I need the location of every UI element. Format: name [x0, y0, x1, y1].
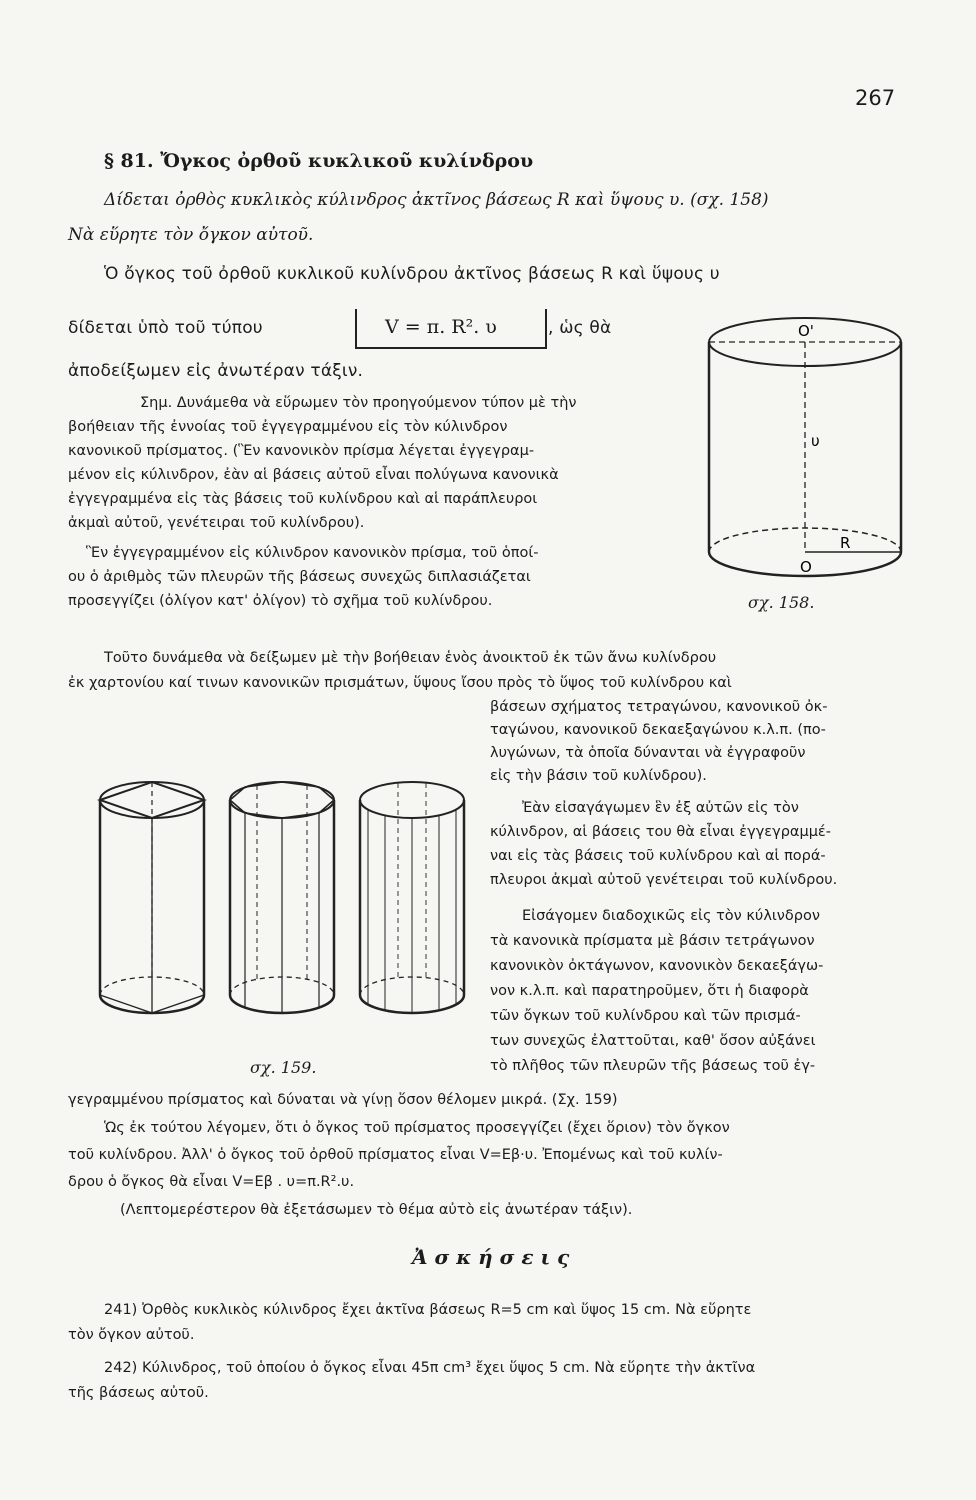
- label-r: R: [840, 534, 851, 552]
- note-line: ἐγγεγραμμένα εἰς τὰς βάσεις τοῦ κυλίνδρου καὶ αἱ παράπλευροι: [68, 491, 538, 507]
- right-col-line: κανονικὸν ὀκτάγωνον, κανονικὸν δεκαεξάγω-: [490, 958, 824, 974]
- right-col-line: ταγώνου, κανονικοῦ δεκαεξαγώνου κ.λ.π. (πο-: [490, 722, 826, 738]
- statement-line-2-post: , ὡς θὰ: [548, 318, 612, 338]
- right-col-line: πλευροι ἀκμαὶ αὐτοῦ γενέτειραι τοῦ κυλίνδρου.: [490, 872, 838, 888]
- exercise-242-cont: τῆς βάσεως αὐτοῦ.: [68, 1385, 209, 1401]
- label-height-u: υ: [811, 432, 820, 450]
- problem-line-2: Νὰ εὕρητε τὸν ὄγκον αὐτοῦ.: [68, 225, 314, 245]
- note-line: Ἓν ἐγγεγραμμένον εἰς κύλινδρον κανονικὸν πρίσμα, τοῦ ὁποί-: [86, 545, 539, 561]
- right-col-line: Ἐὰν εἰσαγάγωμεν ἓν ἐξ αὐτῶν εἰς τὸν: [522, 800, 799, 816]
- figure-159-caption: σχ. 159.: [250, 1058, 317, 1077]
- note-line: προσεγγίζει (ὀλίγον κατ' ὀλίγον) τὸ σχῆμα τοῦ κυλίνδρου.: [68, 593, 493, 609]
- right-col-line: τὰ κανονικὰ πρίσματα μὲ βάσιν τετράγωνον: [490, 933, 815, 949]
- note-line: βοήθειαν τῆς ἐννοίας τοῦ ἐγγεγραμμένου εἰς τὸν κύλινδρον: [68, 419, 508, 435]
- note-line: κανονικοῦ πρίσματος. (Ἓν κανονικὸν πρίσμα λέγεται ἐγγεγραμ-: [68, 443, 535, 459]
- right-col-line: λυγώνων, τὰ ὁποῖα δύνανται νὰ ἐγγραφοῦν: [490, 745, 806, 761]
- statement-line-1: Ὁ ὄγκος τοῦ ὀρθοῦ κυκλικοῦ κυλίνδρου ἀκτῖνος βάσεως R καὶ ὕψους υ: [104, 264, 720, 284]
- exercise-241-cont: τὸν ὄγκον αὐτοῦ.: [68, 1327, 195, 1343]
- note-line: ου ὁ ἀριθμὸς τῶν πλευρῶν τῆς βάσεως συνεχῶς διπλασιάζεται: [68, 569, 531, 585]
- note-line: Σημ. Δυνάμεθα νὰ εὕρωμεν τὸν προηγούμενον τύπον μὲ τὴν: [140, 395, 577, 411]
- statement-line-2-pre: δίδεται ὑπὸ τοῦ τύπου: [68, 318, 263, 338]
- volume-formula: V = π. R². υ: [385, 316, 497, 338]
- right-col-line: βάσεων σχήματος τετραγώνου, κανονικοῦ ὀκ-: [490, 699, 828, 715]
- closing-line: (Λεπτομερέστερον θὰ ἐξετάσωμεν τὸ θέμα αὐτὸ εἰς ἀνωτέραν τάξιν).: [120, 1202, 633, 1218]
- section-heading: § 81. Ὄγκος ὀρθοῦ κυκλικοῦ κυλίνδρου: [104, 150, 534, 172]
- exercise-242: 242) Κύλινδρος, τοῦ ὁποίου ὁ ὄγκος εἶναι 45π cm³ ἔχει ὕψος 5 cm. Νὰ εὕρητε τὴν ἀκτῖνα: [104, 1360, 756, 1376]
- right-col-line: Εἰσάγομεν διαδοχικῶς εἰς τὸν κύλινδρον: [522, 908, 820, 924]
- page-number: 267: [855, 86, 896, 110]
- statement-line-3: ἀποδείξωμεν εἰς ἀνωτέραν τάξιν.: [68, 361, 364, 381]
- cylinder-octagonal-prism: [230, 782, 334, 1013]
- cylinder-hexadecagonal-prism: [360, 782, 464, 1013]
- note-line: ἀκμαὶ αὐτοῦ, γενέτειραι τοῦ κυλίνδρου).: [68, 515, 365, 531]
- closing-line: τοῦ κυλίνδρου. Ἀλλ' ὁ ὄγκος τοῦ ὀρθοῦ πρίσματος εἶναι V=Eβ·υ. Ἐπομένως καὶ τοῦ κυλίν-: [68, 1147, 723, 1163]
- right-col-line: τὸ πλῆθος τῶν πλευρῶν τῆς βάσεως τοῦ ἐγ-: [490, 1058, 816, 1074]
- right-col-line: κύλινδρον, αἱ βάσεις του θὰ εἶναι ἐγγεγραμμέ-: [490, 824, 831, 840]
- label-o-prime: O': [798, 322, 814, 340]
- closing-line: γεγραμμένου πρίσματος καὶ δύναται νὰ γίνῃ ὅσον θέλομεν μικρά. (Σχ. 159): [68, 1092, 618, 1108]
- cylinder-square-prism: [100, 782, 204, 1013]
- right-col-line: τῶν ὄγκων τοῦ κυλίνδρου καὶ τῶν πρισμά-: [490, 1008, 801, 1024]
- label-o: O: [800, 558, 812, 576]
- figure-158-caption: σχ. 158.: [748, 593, 815, 612]
- paragraph-line: Τοῦτο δυνάμεθα νὰ δείξωμεν μὲ τὴν βοήθειαν ἑνὸς ἀνοικτοῦ ἐκ τῶν ἄνω κυλίνδρου: [104, 650, 717, 666]
- paragraph-line: ἐκ χαρτονίου καί τινων κανονικῶν πρισμάτων, ὕψους ἴσου πρὸς τὸ ὕψος τοῦ κυλίνδρου καὶ: [68, 675, 732, 691]
- right-col-line: νον κ.λ.π. καὶ παρατηροῦμεν, ὅτι ἡ διαφορὰ: [490, 983, 809, 999]
- exercises-heading: Ἀ σ κ ή σ ε ι ς: [412, 1245, 570, 1269]
- right-col-line: ναι εἰς τὰς βάσεις τοῦ κυλίνδρου καὶ αἱ πορά-: [490, 848, 826, 864]
- figure-159: [92, 770, 482, 1050]
- right-col-line: των συνεχῶς ἐλαττοῦται, καθ' ὅσον αὐξάνει: [490, 1033, 816, 1049]
- right-col-line: εἰς τὴν βάσιν τοῦ κυλίνδρου).: [490, 768, 707, 784]
- closing-line: Ὡς ἐκ τούτου λέγομεν, ὅτι ὁ ὄγκος τοῦ πρίσματος προσεγγίζει (ἔχει ὅριον) τὸν ὄγκον: [104, 1120, 730, 1136]
- note-line: μένον εἰς κύλινδρον, ἐὰν αἱ βάσεις αὐτοῦ εἶναι πολύγωνα κανονικὰ: [68, 467, 559, 483]
- problem-line-1: Δίδεται ὀρθὸς κυκλικὸς κύλινδρος ἀκτῖνος βάσεως R καὶ ὕψους υ. (σχ. 158): [104, 190, 769, 210]
- exercise-241: 241) Ὀρθὸς κυκλικὸς κύλινδρος ἔχει ἀκτῖνα βάσεως R=5 cm καὶ ὕψος 15 cm. Νὰ εὕρητε: [104, 1302, 752, 1318]
- figure-158: [700, 300, 920, 620]
- closing-line: δρου ὁ ὄγκος θὰ εἶναι V=Eβ . υ=π.R².υ.: [68, 1174, 355, 1190]
